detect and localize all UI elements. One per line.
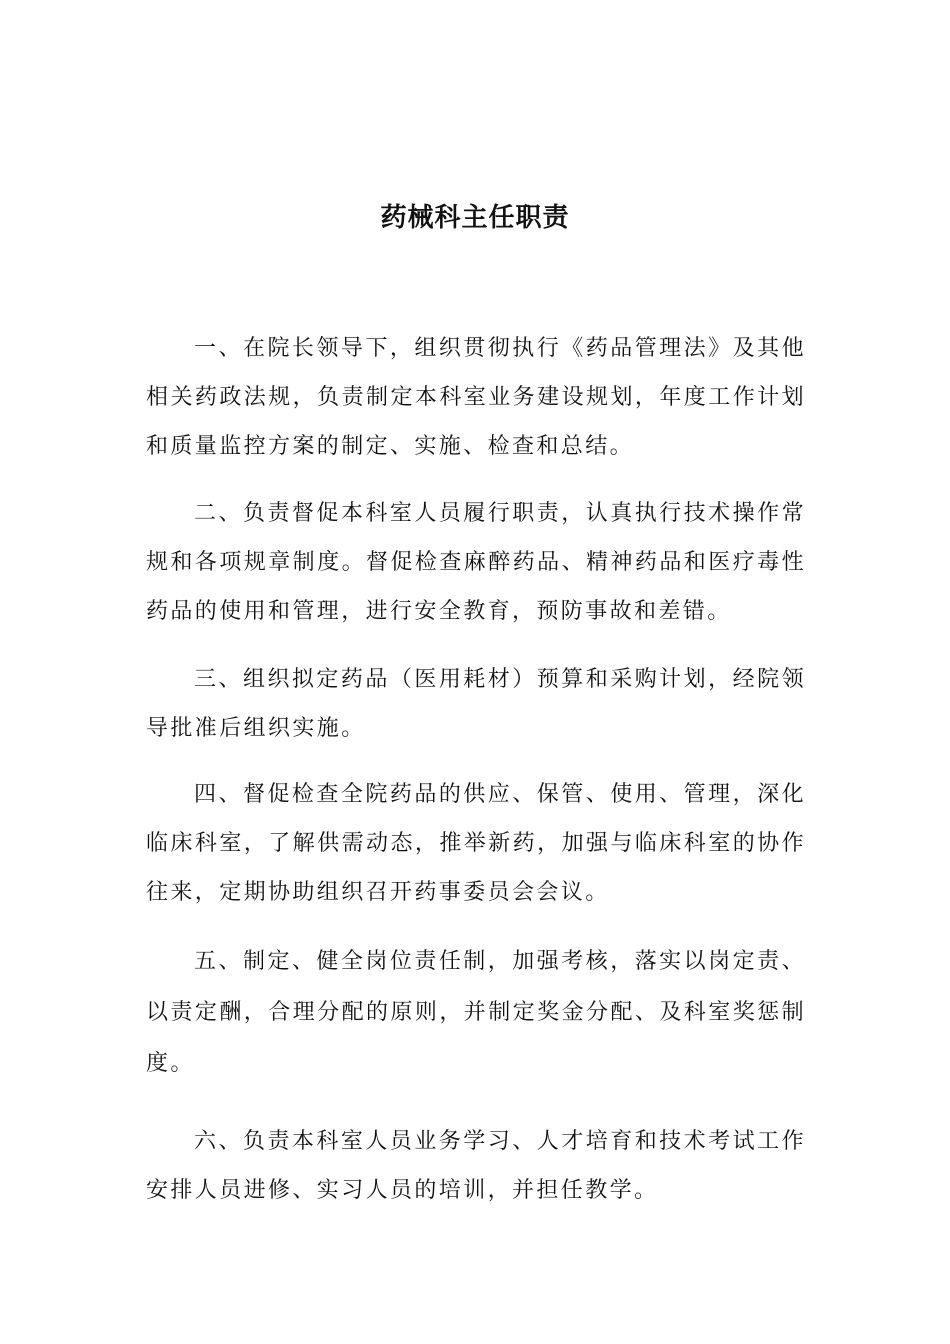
- paragraph-5: 五、制定、健全岗位责任制，加强考核，落实以岗定责、以责定酬，合理分配的原则，并制定奖金分配、及科室奖惩制度。: [146, 949, 806, 1076]
- paragraph-3: 三、组织拟定药品（医用耗材）预算和采购计划，经院领导批准后组织实施。: [146, 667, 806, 741]
- paragraph-1: 一、在院长领导下，组织贯彻执行《药品管理法》及其他相关药政法规，负责制定本科室业务建设规划，年度工作计划和质量监控方案的制定、实施、检查和总结。: [146, 336, 806, 459]
- paragraph-2: 二、负责督促本科室人员履行职责，认真执行技术操作常规和各项规章制度。督促检查麻醉药品、精神药品和医疗毒性药品的使用和管理，进行安全教育，预防事故和差错。: [146, 501, 806, 624]
- paragraph-6: 六、负责本科室人员业务学习、人才培育和技术考试工作安排人员进修、实习人员的培训，并担任教学。: [146, 1129, 806, 1203]
- document-title: 药械科主任职责: [380, 203, 570, 233]
- paragraph-4: 四、督促检查全院药品的供应、保管、使用、管理，深化临床科室，了解供需动态，推举新药，加强与临床科室的协作往来，定期协助组织召开药事委员会会议。: [146, 782, 806, 905]
